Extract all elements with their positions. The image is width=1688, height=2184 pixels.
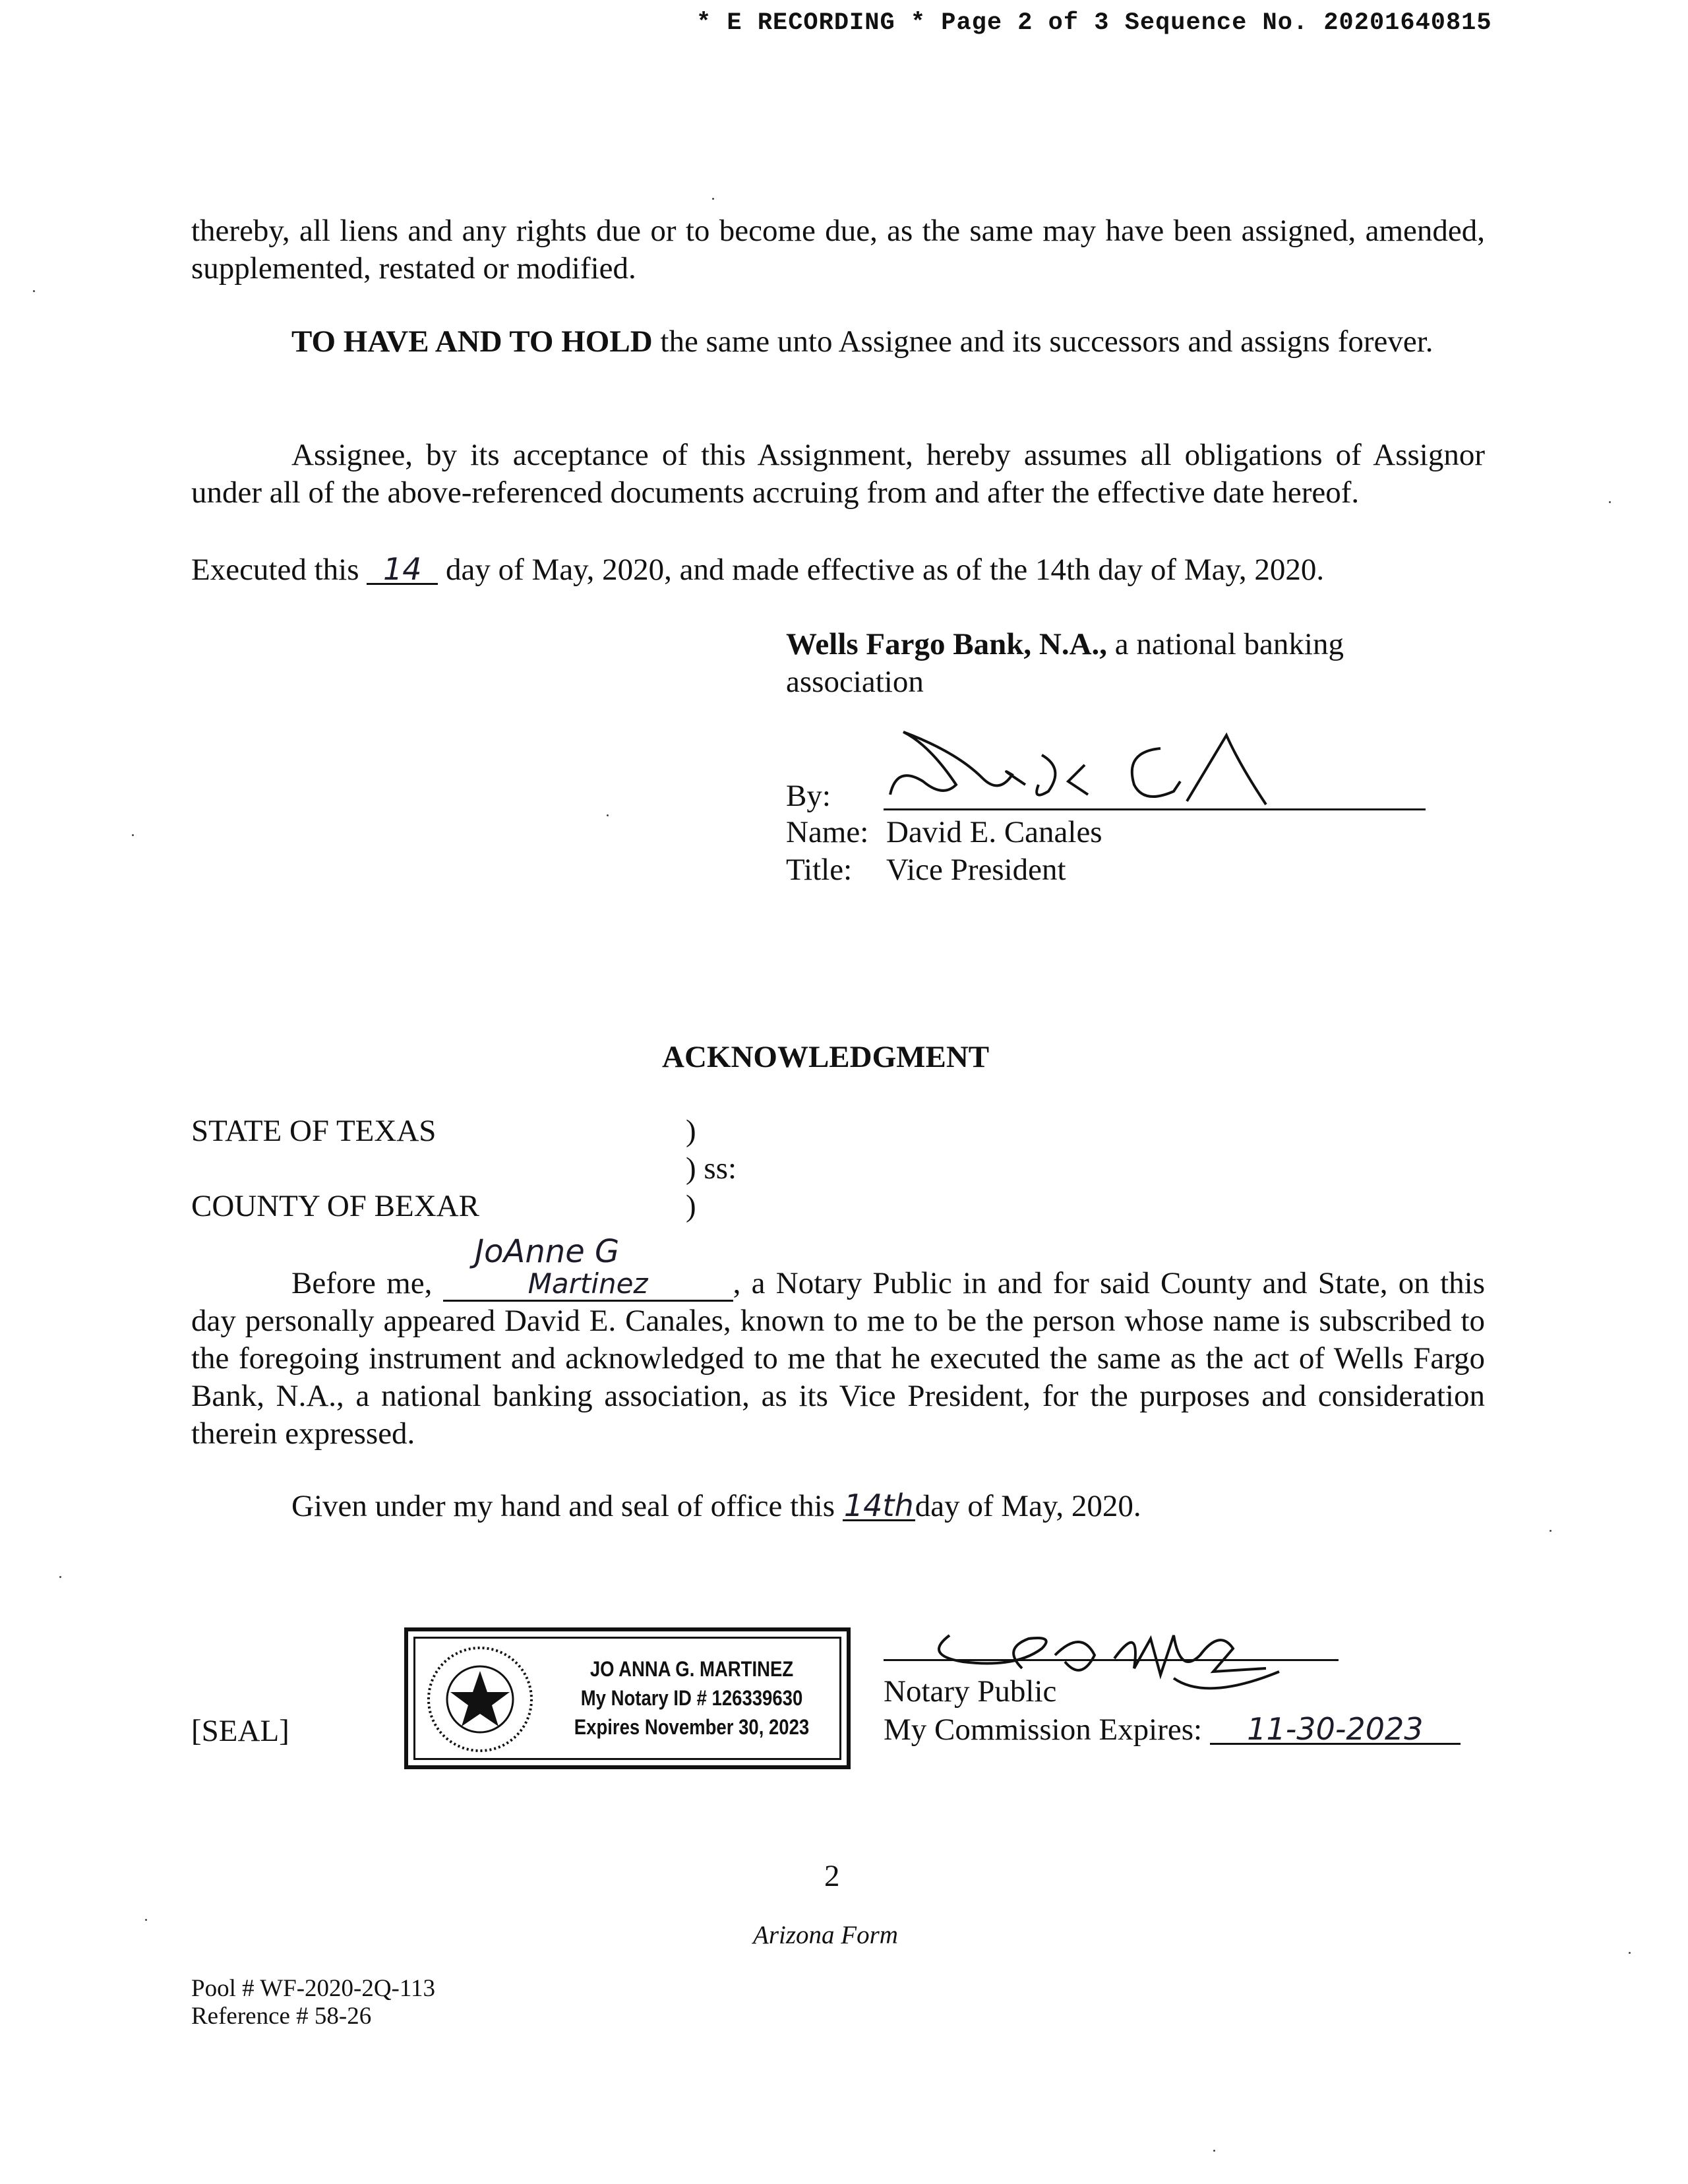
- habendum-text: the same unto Assignee and its successors and assigns forever.: [652, 324, 1433, 359]
- acknowledgment-text-rest: this day personally appeared David E. Canales, known to me to be the person whose name is subscribed to the foregoing instrument and acknowledged to me that he executed the same as the act of Wells Fargo Bank, N.A., a national banking association, as its Vice President, for the purposes and consideration therein expressed.: [191, 1266, 1486, 1451]
- scan-speck: [607, 814, 609, 816]
- acknowledgment-heading: ACKNOWLEDGMENT: [662, 1040, 990, 1074]
- habendum-bold: TO HAVE AND TO HOLD: [291, 324, 653, 359]
- state-label: STATE OF TEXAS: [191, 1114, 437, 1148]
- given-suffix: day of May, 2020.: [915, 1489, 1141, 1523]
- scan-speck: [1629, 1952, 1631, 1954]
- notary-stamp: [404, 1627, 851, 1769]
- acknowledgment-text-first: , a Notary Public in and for said County and State, on: [733, 1266, 1430, 1300]
- before-me-label: Before me,: [291, 1266, 433, 1300]
- executed-day-handwritten: 14: [367, 551, 438, 585]
- seal-label: [SEAL]: [191, 1714, 289, 1748]
- commission-label: My Commission Expires:: [884, 1713, 1203, 1747]
- name-label: Name:: [786, 815, 869, 849]
- continuation-paragraph: thereby, all liens and any rights due or to become due, as the same may have been assigned, amended, supplemented, restated or modified.: [191, 214, 1485, 286]
- by-label: By:: [786, 779, 831, 813]
- scan-speck: [1213, 2150, 1215, 2152]
- page-number: 2: [824, 1859, 840, 1893]
- title-line: [786, 852, 1066, 888]
- bank-name-rest: a national banking: [1107, 627, 1344, 661]
- county-label: COUNTY OF BEXAR: [191, 1189, 479, 1223]
- form-name: Arizona Form: [753, 1921, 898, 1949]
- habendum-paragraph: [191, 323, 1485, 361]
- name-line: [786, 814, 1102, 850]
- venue-paren-top: ): [686, 1114, 696, 1148]
- executed-line: [191, 551, 1324, 588]
- bank-name-bold: Wells Fargo Bank, N.A.,: [786, 627, 1108, 661]
- bank-name-line: [786, 626, 1344, 662]
- scan-speck: [1550, 1530, 1552, 1532]
- stamp-notary-id: My Notary ID # 126339630: [580, 1686, 803, 1710]
- commission-line: [884, 1711, 1461, 1747]
- stamp-expiration: Expires November 30, 2023: [574, 1715, 810, 1739]
- given-day-handwritten: 14th: [843, 1488, 915, 1521]
- title-value: Vice President: [886, 853, 1066, 887]
- notary-name-handwritten-line1: JoAnne G: [475, 1233, 620, 1270]
- acknowledgment-paragraph: [191, 1265, 1485, 1453]
- given-line: [291, 1488, 1141, 1524]
- venue-ss: ) ss:: [686, 1151, 737, 1186]
- scan-speck: [59, 1576, 61, 1578]
- scan-speck: [712, 198, 714, 200]
- scan-speck: [1609, 501, 1611, 503]
- venue-paren-bottom: ): [686, 1189, 696, 1223]
- name-value: David E. Canales: [886, 815, 1102, 849]
- scan-speck: [33, 290, 35, 292]
- notary-public-label: Notary Public: [884, 1674, 1057, 1709]
- bank-name-line2: association: [786, 665, 924, 699]
- given-prefix: Given under my hand and seal of office this: [291, 1489, 835, 1523]
- commission-date-handwritten: 11-30-2023: [1210, 1711, 1461, 1745]
- assumption-paragraph: Assignee, by its acceptance of this Assignment, hereby assumes all obligations of Assignor under all of the above-referenced documents accruing from and after the effective date hereof.: [191, 438, 1485, 510]
- stamp-name: JO ANNA G. MARTINEZ: [589, 1657, 794, 1681]
- notary-seal-star-icon: [424, 1643, 536, 1755]
- executed-prefix: Executed this: [191, 553, 359, 587]
- scan-speck: [145, 1919, 147, 1921]
- notary-name-handwritten-line2: Martinez: [443, 1268, 733, 1302]
- reference-number: Reference # 58-26: [191, 2003, 372, 2030]
- title-label: Title:: [786, 853, 853, 887]
- executed-suffix: day of May, 2020, and made effective as of the 14th day of May, 2020.: [446, 553, 1325, 587]
- scan-speck: [132, 834, 134, 836]
- pool-number: Pool # WF-2020-2Q-113: [191, 1975, 435, 2002]
- officer-signature-image: [884, 719, 1306, 811]
- recording-header: * E RECORDING * Page 2 of 3 Sequence No. 20201640815: [696, 9, 1492, 37]
